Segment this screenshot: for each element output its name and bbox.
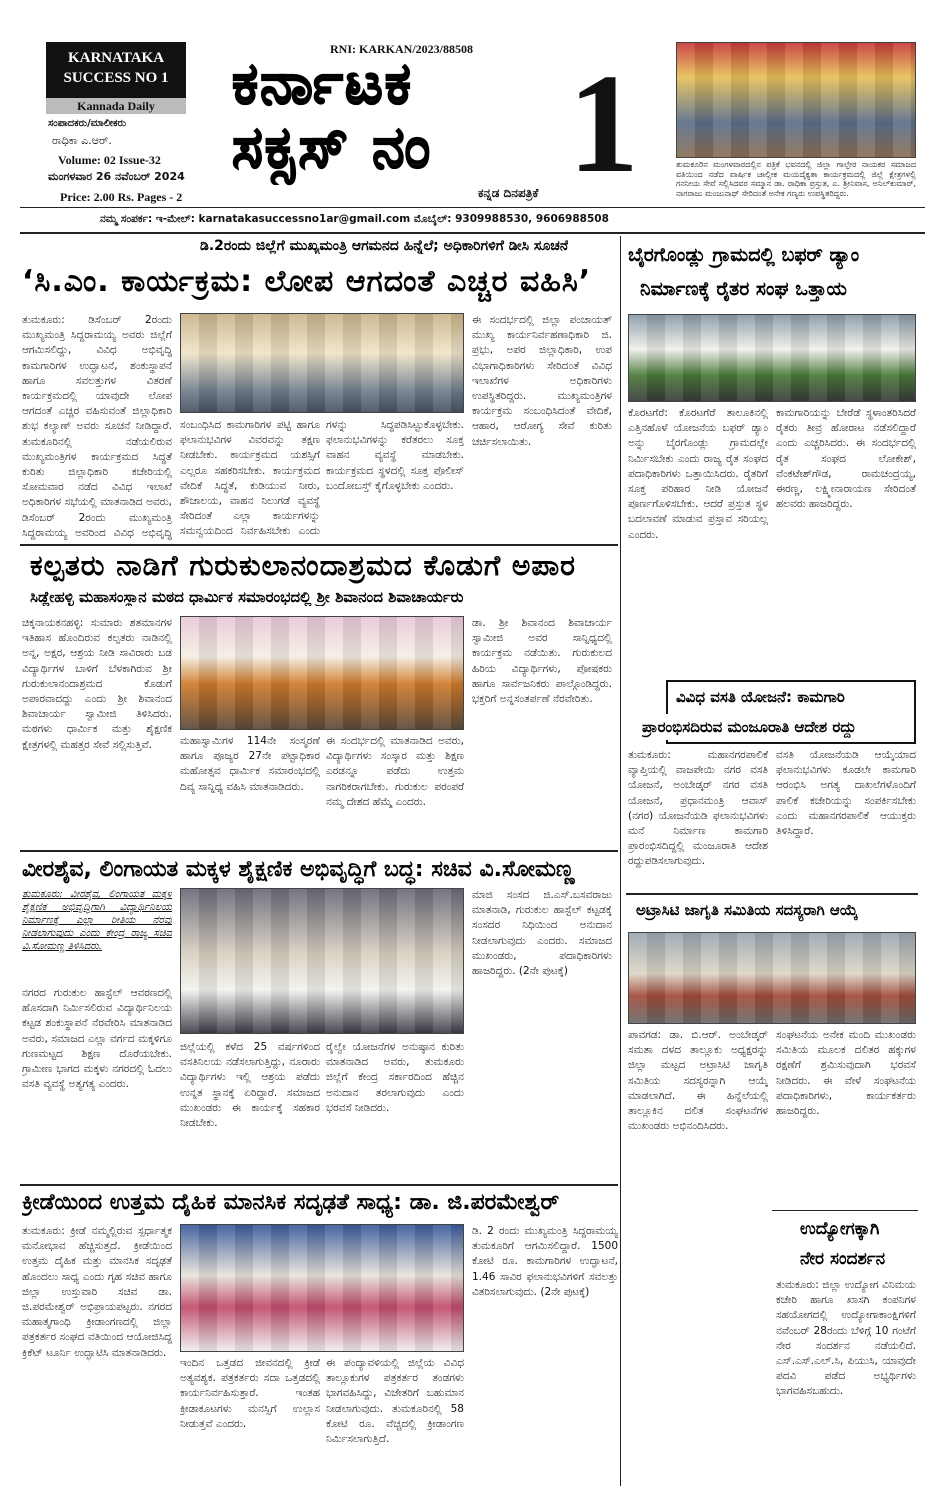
jobs-headline-line1: ಉದ್ಯೋಗಕ್ಕಾಗಿ xyxy=(800,1219,880,1239)
award-photo-caption: ತುಮಕೂರಿನ ಮಂಗಳವಾರದಲ್ಲಿನ ಪತ್ರಿಕೆ ಭವನದಲ್ಲಿ ಜಿಲ್ಲಾ ಗಾಲ್ಫೇರ ನಾಯಕರ ಸಮಾಜದ ವತಿಯಿಂದ ನಡೆದ ವಾರ್ಷಿಕ ಜಾಲ್ಲೀಕ ಮಯದೈಕ್ಯತಾ ಕಾರ್ಯಕ್ರಮದಲ್ಲಿ ಜಿಲ್ಲೆ ಕ್ಷೇತ್ರಗಳಲ್ಲಿ ಗನನೀಯ ಸೇವೆ ಸಲ್ಲಿಸಿದವರ ಸಮ್ಮಾನ ಡಾ. ರಾಧಿಕಾ ಪ್ರಸ್ತುತ, ಎ. ಶ್ರೀನಿವಾಸ, ಅನಿಲ್‌ಕುಮಾರ್, ನಾಗರಾಜು ಮಂಜುನಾಥ್ ಸೇರಿದಂತೆ ಅನೇಕ ಗಣ್ಯರು ಉಪಸ್ಥಿತರಿದ್ದರು. xyxy=(676,160,916,198)
housing-column2: ವಸತಿ ಯೋಜನೆಯಡಿ ಆಯ್ಕೆಯಾದ ಫಲಾನುಭವಿಗಳು ಕೂಡಲೇ ಕಾಮಗಾರಿ ಆರಂಭಿಸಿ ಅಗತ್ಯ ದಾಖಲೆಗಳೊಂದಿಗೆ ಪಾಲಿಕೆ ಕಚೇರಿಯನ್ನು ಸಂಪರ್ಕಿಸಬೇಕು ಎಂದು ಮಹಾನಗರಪಾಲಿಕೆ ಆಯುಕ್ತರು ತಿಳಿಸಿದ್ದಾರೆ. xyxy=(776,749,916,838)
article2-column1: ಚಿಕ್ಕನಾಯಕನಹಳ್ಳಿ: ಸುಮಾರು ಶತಮಾನಗಳ ಇತಿಹಾಸ ಹೊಂದಿರುವ ಕಲ್ಪತರು ನಾಡಿನಲ್ಲಿ ಅನ್ನ, ಅಕ್ಷರ, ಆಶ್ರಯ ನೀಡಿ ಸಾವಿರಾರು ಬಡ ವಿದ್ಯಾರ್ಥಿಗಳ ಬಾಳಿಗೆ ಬೆಳಕಾಗಿರುವ ಶ್ರೀ ಗುರುಕುಲಾನಂದಾಶ್ರಮದ ಕೊಡುಗೆ ಅಪಾರವಾದದ್ದು ಎಂದು ಶ್ರೀ ಶಿವಾನಂದ ಶಿವಾಚಾರ್ಯ ಸ್ವಾಮೀಜಿ ತಿಳಿಸಿದರು. ಮಠಗಳು ಧಾರ್ಮಿಕ ಮತ್ತು ಶೈಕ್ಷಣಿಕ ಕ್ಷೇತ್ರಗಳಲ್ಲಿ ಮಹತ್ತರ ಸೇವೆ ಸಲ್ಲಿಸುತ್ತಿವೆ. xyxy=(22,617,172,751)
badge-line2: SUCCESS NO 1 xyxy=(63,70,169,86)
article4-column3: ಇಂದಿನ ಒತ್ತಡದ ಜೀವನದಲ್ಲಿ ಕ್ರೀಡೆ ಅತ್ಯವಶ್ಯಕ. ಪತ್ರಕರ್ತರು ಸದಾ ಒತ್ತಡದಲ್ಲಿ ಕಾರ್ಯನಿರ್ವಹಿಸುತ್ತಾರೆ. ಇಂತಹ ಕ್ರೀಡಾಕೂಟಗಳು ಮನಸ್ಸಿಗೆ ಉಲ್ಲಾಸ ನೀಡುತ್ತವೆ ಎಂದರು. xyxy=(180,1357,320,1430)
article3-column4: ರೈಲ್ವೇ ಯೋಜನೆಗಳ ಅನುಷ್ಠಾನ ಕುರಿತು ಮಾತನಾಡಿದ ಅವರು, ತುಮಕೂರು ಜಿಲ್ಲೆಗೆ ಕೇಂದ್ರ ಸರ್ಕಾರದಿಂದ ಹೆಚ್ಚಿನ ಅನುದಾನ ತರಲಾಗುವುದು ಎಂದು ಭರವಸೆ ನೀಡಿದರು. xyxy=(326,1041,464,1114)
article2-column4: ಡಾ. ಶ್ರೀ ಶಿವಾನಂದ ಶಿವಾಚಾರ್ಯ ಸ್ವಾಮೀಜಿ ಅವರ ಸಾನ್ನಿಧ್ಯದಲ್ಲಿ ಕಾರ್ಯಕ್ರಮ ನಡೆಯಿತು. ಗುರುಕುಲದ ಹಿರಿಯ ವಿದ್ಯಾರ್ಥಿಗಳು, ಪೋಷಕರು ಹಾಗೂ ಸಾರ್ವಜನಿಕರು ಪಾಲ್ಗೊಂಡಿದ್ದರು. ಭಕ್ತರಿಗೆ ಅನ್ನಸಂತರ್ಪಣೆ ನೆರವೇರಿತು. xyxy=(472,617,612,706)
badge-line1: KARNATAKA xyxy=(67,50,165,66)
contact-line: ನಮ್ಮ ಸಂಪರ್ಕ: ಇ-ಮೇಲ್: karnatakasuccessno1ar@gmail.com ಮೊಬೈಲ್: 9309988530, 9606988508 xyxy=(100,213,609,225)
volume-issue: Volume: 02 Issue-32 xyxy=(58,153,161,167)
article4-headline: ಕ್ರೀಡೆಯಿಂದ ಉತ್ತಮ ದೈಹಿಕ ಮಾನಸಿಕ ಸದೃಢತೆ ಸಾಧ್ಯ: ಡಾ. ಜಿ.ಪರಮೇಶ್ವರ್ xyxy=(22,1190,560,1215)
housing-bottom-rule xyxy=(626,893,918,895)
gurukula-photo-caption: ಮಹಾಸ್ವಾಮಿಗಳ 114ನೇ ಸಂಸ್ಮರಣೆ ಹಾಗೂ ಪೂಜ್ಯರ 27ನೇ ಪಟ್ಟಾಧಿಕಾರ ಮಹೋತ್ಸವ ಧಾರ್ಮಿಕ ಸಮಾರಂಭದಲ್ಲಿ ದಿವ್ಯ ಸಾನ್ನಿಧ್ಯ ವಹಿಸಿ ಮಾತನಾಡಿದರು. xyxy=(180,735,320,793)
article3-column1: ನಗರದ ಗುರುಕುಲ ಹಾಸ್ಟೆಲ್ ಆವರಣದಲ್ಲಿ ಹೊಸದಾಗಿ ನಿರ್ಮಿಸಲಿರುವ ವಿದ್ಯಾರ್ಥಿನಿಲಯ ಕಟ್ಟಡ ಶಂಕುಸ್ಥಾಪನೆ ನೆರವೇರಿಸಿ ಮಾತನಾಡಿದ ಅವರು, ಸಮಾಜದ ಎಲ್ಲಾ ವರ್ಗದ ಮಕ್ಕಳಿಗೂ ಗುಣಮಟ್ಟದ ಶಿಕ್ಷಣ ದೊರೆಯಬೇಕು. ಗ್ರಾಮೀಣ ಭಾಗದ ಮಕ್ಕಳು ನಗರದಲ್ಲಿ ಓದಲು ವಸತಿ ವ್ಯವಸ್ಥೆ ಅತ್ಯಗತ್ಯ ಎಂದರು. xyxy=(22,987,172,1091)
article2-bottom-rule xyxy=(20,850,618,852)
paper-title-number: 1 xyxy=(568,44,639,202)
article1-headline: ‘ಸಿ.ಎಂ. ಕಾರ್ಯಕ್ರಮ: ಲೋಪ ಆಗದಂತೆ ಎಚ್ಚರ ವಹಿಸಿ’ xyxy=(22,264,592,299)
award-ceremony-photo xyxy=(676,42,916,158)
meeting-photo xyxy=(180,313,464,413)
badge-subtitle: Kannada Daily xyxy=(46,98,186,114)
article2-subhead: ಸಿಡ್ಲೇಹಳ್ಳಿ ಮಹಾಸಂಸ್ಥಾನ ಮಠದ ಧಾರ್ಮಿಕ ಸಮಾರಂಭದಲ್ಲಿ ಶ್ರೀ ಶಿವಾನಂದ ಶಿವಾಚಾರ್ಯರು xyxy=(30,588,464,606)
column-divider xyxy=(620,236,621,1486)
article3-bottom-rule xyxy=(20,1184,618,1186)
contact-rule xyxy=(20,232,925,234)
article2-headline: ಕಲ್ಪತರು ನಾಡಿಗೆ ಗುರುಕುಲಾನಂದಾಶ್ರಮದ ಕೊಡುಗೆ ಅಪಾರ xyxy=(30,549,576,582)
farmers-group-photo xyxy=(628,314,916,402)
atrocity-bottom-rule xyxy=(772,1210,918,1211)
article4-column1: ತುಮಕೂರು: ಕ್ರೀಡೆ ನಮ್ಮಲ್ಲಿರುವ ಸ್ಪರ್ಧಾತ್ಮಕ ಮನೋಭಾವ ಹೆಚ್ಚಿಸುತ್ತದೆ. ಕ್ರೀಡೆಯಿಂದ ಉತ್ತಮ ದೈಹಿಕ ಮತ್ತು ಮಾನಸಿಕ ಸದೃಢತೆ ಹೊಂದಲು ಸಾಧ್ಯ ಎಂದು ಗೃಹ ಸಚಿವ ಹಾಗೂ ಜಿಲ್ಲಾ ಉಸ್ತುವಾರಿ ಸಚಿವ ಡಾ. ಜಿ.ಪರಮೇಶ್ವರ್ ಅಭಿಪ್ರಾಯಪಟ್ಟರು. ನಗರದ ಮಹಾತ್ಮಗಾಂಧಿ ಕ್ರೀಡಾಂಗಣದಲ್ಲಿ ಜಿಲ್ಲಾ ಪತ್ರಕರ್ತರ ಸಂಘದ ವತಿಯಿಂದ ಆಯೋಜಿಸಿದ್ದ ಕ್ರಿಕೆಟ್ ಟೂರ್ನಿ ಉದ್ಘಾಟಿಸಿ ಮಾತನಾಡಿದರು. xyxy=(22,1225,172,1359)
paper-title-line2: ಸಕ್ಸಸ್ ನಂ xyxy=(232,113,433,181)
tagline: ಕನ್ನಡ ದಿನಪತ್ರಿಕೆ xyxy=(478,186,539,200)
masthead-rule xyxy=(20,207,925,208)
article1-kicker: ಡಿ.2ರಂದು ಜಿಲ್ಲೆಗೆ ಮುಖ್ಯಮಂತ್ರಿ ಆಗಮನದ ಹಿನ್ನೆಲೆ; ಅಧಿಕಾರಿಗಳಿಗೆ ಡೀಸಿ ಸೂಚನೆ xyxy=(200,238,569,254)
article1-column1: ತುಮಕೂರು: ಡಿಸೆಂಬರ್ 2ರಂದು ಮುಖ್ಯಮಂತ್ರಿ ಸಿದ್ದರಾಮಯ್ಯ ಅವರು ಜಿಲ್ಲೆಗೆ ಆಗಮಿಸಲಿದ್ದು, ವಿವಿಧ ಅಭಿವೃದ್ಧಿ ಕಾಮಗಾರಿಗಳ ಉದ್ಘಾಟನೆ, ಶಂಕುಸ್ಥಾಪನೆ ಹಾಗೂ ಸವಲತ್ತುಗಳ ವಿತರಣೆ ಕಾರ್ಯಕ್ರಮದಲ್ಲಿ ಯಾವುದೇ ಲೋಪ ಆಗದಂತೆ ಎಚ್ಚರ ವಹಿಸುವಂತೆ ಜಿಲ್ಲಾಧಿಕಾರಿ ಶುಭ ಕಲ್ಯಾಣ್ ಅವರು ಸೂಚನೆ ನೀಡಿದ್ದಾರೆ. ತುಮಕೂರಿನಲ್ಲಿ ನಡೆಯಲಿರುವ ಮುಖ್ಯಮಂತ್ರಿಗಳ ಕಾರ್ಯಕ್ರಮದ ಸಿದ್ಧತೆ ಕುರಿತು ಜಿಲ್ಲಾಧಿಕಾರಿ ಕಚೇರಿಯಲ್ಲಿ ಸೋಮವಾರ ನಡೆದ ವಿವಿಧ ಇಲಾಖೆ ಅಧಿಕಾರಿಗಳ ಸಭೆಯಲ್ಲಿ ಮಾತನಾಡಿದ ಅವರು, ಡಿಸೆಂಬರ್ 2ರಂದು ಮುಖ್ಯಮಂತ್ರಿ ಸಿದ್ದರಾಮಯ್ಯ ಅವರಿಂದ ವಿವಿಧ ಅಭಿವೃದ್ಧಿ xyxy=(22,314,172,539)
buffer-dam-headline-line1: ಬೈರಗೊಂಡ್ಲು ಗ್ರಾಮದಲ್ಲಿ ಬಫರ್ ಡ್ಯಾಂ xyxy=(628,244,860,266)
housing-column1: ತುಮಕೂರು: ಮಹಾನಗರಪಾಲಿಕೆ ವ್ಯಾಪ್ತಿಯಲ್ಲಿ ವಾಜಪೇಯಿ ನಗರ ವಸತಿ ಯೋಜನೆ, ಅಂಬೇಡ್ಕರ್ ನಗರ ವಸತಿ ಯೋಜನೆ, ಪ್ರಧಾನಮಂತ್ರಿ ಆವಾಸ್ (ನಗರ) ಯೋಜನೆಯಡಿ ಫಲಾನುಭವಿಗಳು ಮನೆ ನಿರ್ಮಾಣ ಕಾಮಗಾರಿ ಪ್ರಾರಂಭಿಸದಿದ್ದಲ್ಲಿ ಮಂಜೂರಾತಿ ಆದೇಶ ರದ್ದುಪಡಿಸಲಾಗುವುದು. xyxy=(628,749,768,868)
article1-column2: ಸಂಬಂಧಿಸಿದ ಕಾಮಗಾರಿಗಳ ಪಟ್ಟಿ ಹಾಗೂ ಫಲಾನುಭವಿಗಳ ವಿವರವನ್ನು ತಕ್ಷಣ ನೀಡಬೇಕು. ಕಾರ್ಯಕ್ರಮದ ಯಶಸ್ಸಿಗೆ ಎಲ್ಲರೂ ಸಹಕರಿಸಬೇಕು. ಕಾರ್ಯಕ್ರಮದ ವೇದಿಕೆ ಸಿದ್ಧತೆ, ಕುಡಿಯುವ ನೀರು, ಶೌಚಾಲಯ, ವಾಹನ ನಿಲುಗಡೆ ವ್ಯವಸ್ಥೆ ಸೇರಿದಂತೆ ಎಲ್ಲಾ ಕಾರ್ಯಗಳನ್ನು ಸಮನ್ವಯದಿಂದ ನಿರ್ವಹಿಸಬೇಕು ಎಂದು xyxy=(180,419,320,538)
article3-column5: ಮಾಜಿ ಸಂಸದ ಜಿ.ಎಸ್.ಬಸವರಾಜು ಮಾತನಾಡಿ, ಗುರುಕುಲ ಹಾಸ್ಟೆಲ್ ಕಟ್ಟಡಕ್ಕೆ ಸಂಸದರ ನಿಧಿಯಿಂದ ಅನುದಾನ ನೀಡಲಾಗುವುದು ಎಂದರು. ಸಮಾಜದ ಮುಖಂಡರು, ಪದಾಧಿಕಾರಿಗಳು ಹಾಜರಿದ್ದರು. (2ನೇ ಪುಟಕ್ಕೆ) xyxy=(472,889,612,978)
article1-column4: ಈ ಸಂದರ್ಭದಲ್ಲಿ ಜಿಲ್ಲಾ ಪಂಚಾಯತ್ ಮುಖ್ಯ ಕಾರ್ಯನಿರ್ವಹಣಾಧಿಕಾರಿ ಜಿ. ಪ್ರಭು, ಅಪರ ಜಿಲ್ಲಾಧಿಕಾರಿ, ಉಪ ವಿಭಾಗಾಧಿಕಾರಿಗಳು ಸೇರಿದಂತೆ ವಿವಿಧ ಇಲಾಖೆಗಳ ಅಧಿಕಾರಿಗಳು ಉಪಸ್ಥಿತರಿದ್ದರು. ಮುಖ್ಯಮಂತ್ರಿಗಳ ಕಾರ್ಯಕ್ರಮ ಸಂಬಂಧಿಸಿದಂತೆ ವೇದಿಕೆ, ಆಹಾರ, ಆರೋಗ್ಯ ಸೇವೆ ಕುರಿತು ಚರ್ಚಿಸಲಾಯಿತು. xyxy=(472,314,612,448)
article1-bottom-rule xyxy=(20,544,618,546)
price-pages: Price: 2.00 Rs. Pages - 2 xyxy=(60,190,183,204)
article1-column3: ಗಳನ್ನು ಸಿದ್ಧಪಡಿಸಿಟ್ಟುಕೊಳ್ಳಬೇಕು. ಫಲಾನುಭವಿಗಳನ್ನು ಕರೆತರಲು ಸೂಕ್ತ ವಾಹನ ವ್ಯವಸ್ಥೆ ಮಾಡಬೇಕು. ಕಾರ್ಯಕ್ರಮದ ಸ್ಥಳದಲ್ಲಿ ಸೂಕ್ತ ಪೊಲೀಸ್ ಬಂದೋಬಸ್ತ್ ಕೈಗೊಳ್ಳಬೇಕು ಎಂದರು. xyxy=(326,419,464,492)
rni-number: RNI: KARKAN/2023/88508 xyxy=(330,42,473,56)
jobs-headline-line2: ನೇರ ಸಂದರ್ಶನ xyxy=(800,1249,886,1269)
committee-group-photo xyxy=(628,932,916,1024)
article2-column3: ಈ ಸಂದರ್ಭದಲ್ಲಿ ಮಾತನಾಡಿದ ಅವರು, ವಿದ್ಯಾರ್ಥಿಗಳು ಸಂಸ್ಕಾರ ಮತ್ತು ಶಿಕ್ಷಣ ಎರಡನ್ನೂ ಪಡೆದು ಉತ್ತಮ ನಾಗರಿಕರಾಗಬೇಕು. ಗುರುಕುಲ ಪರಂಪರೆ ನಮ್ಮ ದೇಶದ ಹೆಮ್ಮೆ ಎಂದರು. xyxy=(326,735,464,808)
buffer-dam-column1: ಕೊರಟಗೆರೆ: ಕೊರಟಗೆರೆ ತಾಲೂಕಿನಲ್ಲಿ ಎತ್ತಿನಹೊಳೆ ಯೋಜನೆಯ ಬಫರ್ ಡ್ಯಾಂ ಅನ್ನು ಬೈರಗೊಂಡ್ಲು ಗ್ರಾಮದಲ್ಲೇ ನಿರ್ಮಿಸಬೇಕು ಎಂದು ರಾಜ್ಯ ರೈತ ಸಂಘದ ಪದಾಧಿಕಾರಿಗಳು ಒತ್ತಾಯಿಸಿದರು. ರೈತರಿಗೆ ಸೂಕ್ತ ಪರಿಹಾರ ನೀಡಿ ಯೋಜನೆ ಪೂರ್ಣಗೊಳಿಸಬೇಕು. ಆದರೆ ಪ್ರಸ್ತುತ ಸ್ಥಳ ಬದಲಾವಣೆ ಮಾಡುವ ಪ್ರಸ್ತಾವ ಸರಿಯಲ್ಲ ಎಂದರು. xyxy=(628,407,768,541)
cricket-event-photo xyxy=(180,1224,464,1352)
editor-name: ರಾಧಿಕಾ ಎ.ಆರ್. xyxy=(52,134,112,147)
paper-title-line1: ಕರ್ನಾಟಕ xyxy=(232,49,413,117)
housing-headline-line1: ವಿವಿಧ ವಸತಿ ಯೋಜನೆ: ಕಾಮಗಾರಿ xyxy=(676,688,845,706)
article4-column5: ಡಿ. 2 ರಂದು ಮುಖ್ಯಮಂತ್ರಿ ಸಿದ್ದರಾಮಯ್ಯ ತುಮಕೂರಿಗೆ ಆಗಮಿಸಲಿದ್ದಾರೆ. 1500 ಕೋಟಿ ರೂ. ಕಾಮಗಾರಿಗಳ ಉದ್ಘಾಟನೆ, 1.46 ಸಾವಿರ ಫಲಾನುಭವಿಗಳಿಗೆ ಸವಲತ್ತು ವಿತರಿಸಲಾಗುವುದು. (2ನೇ ಪುಟಕ್ಕೆ) xyxy=(472,1225,618,1298)
atrocity-headline: ಅಟ್ರಾಸಿಟಿ ಜಾಗೃತಿ ಸಮಿತಿಯ ಸದಸ್ಯರಾಗಿ ಆಯ್ಕೆ xyxy=(636,901,858,919)
article3-column3: ಜಿಲ್ಲೆಯಲ್ಲಿ ಕಳೆದ 25 ವರ್ಷಗಳಿಂದ ವಸತಿನಿಲಯ ನಡೆಸಲಾಗುತ್ತಿದ್ದು, ನೂರಾರು ವಿದ್ಯಾರ್ಥಿಗಳು ಇಲ್ಲಿ ಆಶ್ರಯ ಪಡೆದು ಉನ್ನತ ಸ್ಥಾನಕ್ಕೆ ಏರಿದ್ದಾರೆ. ಸಮಾಜದ ಮುಖಂಡರು ಈ ಕಾರ್ಯಕ್ಕೆ ಸಹಕಾರ ನೀಡಬೇಕು. xyxy=(180,1041,320,1130)
gurukula-stage-photo xyxy=(180,616,464,730)
housing-headline-line2: ಪ್ರಾರಂಭಿಸದಿರುವ ಮಂಜೂರಾತಿ ಆದೇಶ ರದ್ದು xyxy=(642,714,856,740)
lamp-lighting-photo xyxy=(180,888,464,1034)
article4-column4: ಈ ಪಂದ್ಯಾವಳಿಯಲ್ಲಿ ಜಿಲ್ಲೆಯ ವಿವಿಧ ತಾಲ್ಲೂಕುಗಳ ಪತ್ರಕರ್ತರ ತಂಡಗಳು ಭಾಗವಹಿಸಿದ್ದು, ವಿಜೇತರಿಗೆ ಬಹುಮಾನ ನೀಡಲಾಗುವುದು. ತುಮಕೂರಿನಲ್ಲಿ 58 ಕೋಟಿ ರೂ. ವೆಚ್ಚದಲ್ಲಿ ಕ್ರೀಡಾಂಗಣ ನಿರ್ಮಿಸಲಾಗುತ್ತಿದೆ. xyxy=(326,1357,464,1446)
buffer-dam-column2: ಕಾಮಗಾರಿಯನ್ನು ಬೇರೆಡೆ ಸ್ಥಳಾಂತರಿಸಿದರೆ ರೈತರು ತೀವ್ರ ಹೋರಾಟ ನಡೆಸಲಿದ್ದಾರೆ ಎಂದು ಎಚ್ಚರಿಸಿದರು. ಈ ಸಂದರ್ಭದಲ್ಲಿ ರೈತ ಸಂಘದ ಲೋಕೇಶ್, ವೆಂಕಟೇಶ್‌ಗೌಡ, ರಾಮಚಂದ್ರಯ್ಯ, ಈರಣ್ಣ, ಲಕ್ಷ್ಮೀನಾರಾಯಣ ಸೇರಿದಂತೆ ಹಲವರು ಹಾಜರಿದ್ದರು. xyxy=(776,407,916,511)
atrocity-column1: ಪಾವಗಡ: ಡಾ. ಬಿ.ಆರ್. ಅಂಬೇಡ್ಕರ್ ಸಮತಾ ದಳದ ತಾಲ್ಲೂಕು ಅಧ್ಯಕ್ಷರನ್ನು ಜಿಲ್ಲಾ ಮಟ್ಟದ ಅಟ್ರಾಸಿಟಿ ಜಾಗೃತಿ ಸಮಿತಿಯ ಸದಸ್ಯರನ್ನಾಗಿ ಆಯ್ಕೆ ಮಾಡಲಾಗಿದೆ. ಈ ಹಿನ್ನೆಲೆಯಲ್ಲಿ ತಾಲ್ಲೂಕಿನ ದಲಿತ ಸಂಘಟನೆಗಳ ಮುಖಂಡರು ಅಭಿನಂದಿಸಿದರು. xyxy=(628,1029,768,1133)
jobs-column1: ತುಮಕೂರು: ಜಿಲ್ಲಾ ಉದ್ಯೋಗ ವಿನಿಮಯ ಕಚೇರಿ ಹಾಗೂ ಖಾಸಗಿ ಕಂಪನಿಗಳ ಸಹಯೋಗದಲ್ಲಿ ಉದ್ಯೋಗಾಕಾಂಕ್ಷಿಗಳಿಗೆ ನವೆಂಬರ್ 28ರಂದು ಬೆಳಿಗ್ಗೆ 10 ಗಂಟೆಗೆ ನೇರ ಸಂದರ್ಶನ ನಡೆಯಲಿದೆ. ಎಸ್.ಎಸ್.ಎಲ್.ಸಿ, ಪಿಯುಸಿ, ಯಾವುದೇ ಪದವಿ ಪಡೆದ ಅಭ್ಯರ್ಥಿಗಳು ಭಾಗವಹಿಸಬಹುದು. xyxy=(776,1279,916,1398)
issue-date: ಮಂಗಳವಾರ 26 ನವೆಂಬರ್ 2024 xyxy=(48,170,185,183)
article3-headline: ವೀರಶೈವ, ಲಿಂಗಾಯತ ಮಕ್ಕಳ ಶೈಕ್ಷಣಿಕ ಅಭಿವೃದ್ಧಿಗೆ ಬದ್ಧ: ಸಚಿವ ವಿ.ಸೋಮಣ್ಣ xyxy=(22,857,575,882)
editor-label: ಸಂಪಾದಕರು/ಮಾಲೀಕರು xyxy=(48,118,127,129)
masthead-badge xyxy=(46,42,186,98)
atrocity-column2: ಸಂಘಟನೆಯ ಅನೇಕ ಮಂದಿ ಮುಖಂಡರು ಸಮಿತಿಯ ಮೂಲಕ ದಲಿತರ ಹಕ್ಕುಗಳ ರಕ್ಷಣೆಗೆ ಶ್ರಮಿಸುವುದಾಗಿ ಭರವಸೆ ನೀಡಿದರು. ಈ ವೇಳೆ ಸಂಘಟನೆಯ ಪದಾಧಿಕಾರಿಗಳು, ಕಾರ್ಯಕರ್ತರು ಹಾಜರಿದ್ದರು. xyxy=(776,1029,916,1118)
article3-lead: ತುಮಕೂರು: ವೀರಶೈವ, ಲಿಂಗಾಯತ ಮಕ್ಕಳ ಶೈಕ್ಷಣಿಕ ಅಭಿವೃದ್ಧಿಗಾಗಿ ವಿದ್ಯಾರ್ಥಿನಿಲಯ ನಿರ್ಮಾಣಕ್ಕೆ ಎಲ್ಲಾ ರೀತಿಯ ನೆರವು ನೀಡಲಾಗುವುದು ಎಂದು ಕೇಂದ್ರ ರಾಜ್ಯ ಸಚಿವ ವಿ.ಸೋಮಣ್ಣ ತಿಳಿಸಿದರು. xyxy=(22,889,172,952)
buffer-dam-headline-line2: ನಿರ್ಮಾಣಕ್ಕೆ ರೈತರ ಸಂಘ ಒತ್ತಾಯ xyxy=(640,278,847,300)
